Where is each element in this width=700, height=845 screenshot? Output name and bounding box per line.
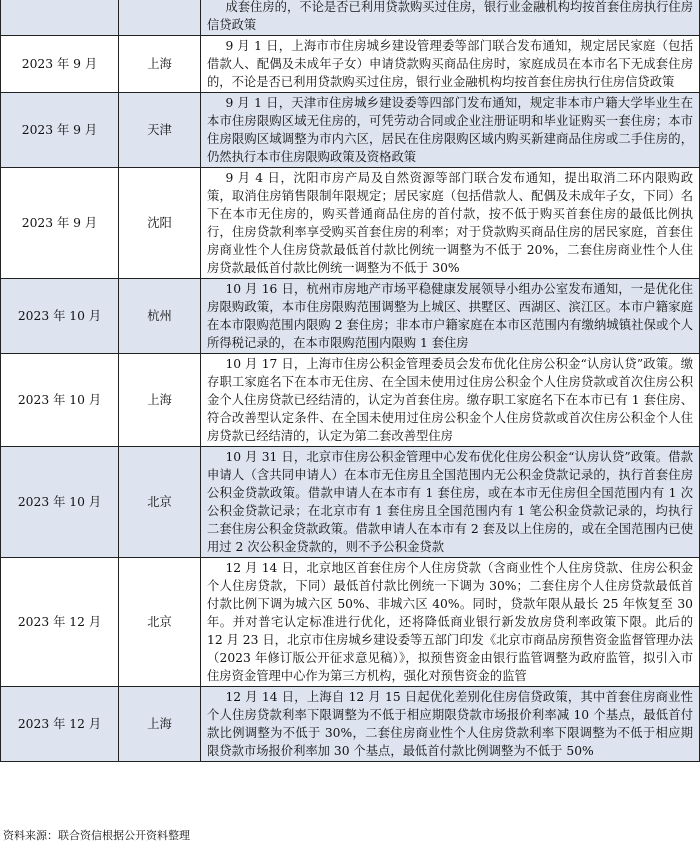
- row-city: 北京: [119, 558, 201, 687]
- row-policy-text: 10 月 31 日，北京市住房公积金管理中心发布优化住房公积金“认房认贷”政策。借款申请人（含共同申请人）在本市无住房且全国范围内无公积金贷款记录的，执行首套住房公积金贷款政策。借款申请人在本市有 1 套住房，或在本市无住房但全国范围内有 1 次公积金贷款记录；在北京市有 1 套住房且全国范围内有 1 笔公积金贷款记录的，均执行二套住房公积金贷款政策。借款申请人在本市有 2 套及以上住房的，或在全国范围内已使用过 2 次公积金贷款的，则不予公积金贷款: [201, 447, 700, 558]
- row-city: 沈阳: [119, 168, 201, 279]
- row-city: 上海: [119, 354, 201, 447]
- row-policy-text: 12 月 14 日，上海自 12 月 15 日起优化差别化住房信贷政策，其中首套住房商业性个人住房贷款利率下限调整为不低于相应期限贷款市场报价利率减 10 个基点，最低首付款比例调整为不低于 30%，二套住房商业性个人住房贷款利率下限调整为不低于相应期限贷款市场报价利率加 30 个基点，最低首付款比例调整为不低于 50%: [201, 687, 700, 762]
- row-date: 2023 年 12 月: [1, 558, 119, 687]
- row-policy-text: 10 月 16 日，杭州市房地产市场平稳健康发展领导小组办公室发布通知，一是优化住房限购政策，本市住房限购范围调整为上城区、拱墅区、西湖区、滨江区。本市户籍家庭在本市限购范围内限购 2 套住房；非本市户籍家庭在本市区范围内有缴纳城镇社保或个人所得税记录的，在本市限购范围内限购 1 套住房: [201, 279, 700, 354]
- table-row: [1, 93, 700, 168]
- row-policy-text: 9 月 1 日，天津市住房城乡建设委等四部门发布通知，规定非本市户籍大学毕业生在本市住房限购区域无住房的，可凭劳动合同或企业注册证明和毕业证购买一套住房；本市住房限购区域调整为市内六区，居民在住房限购区域内购买新建商品住房或二手住房的，仍然执行本市住房限购政策及资格政策: [201, 93, 700, 168]
- table-row: [1, 168, 700, 279]
- row-date: 2023 年 10 月: [1, 279, 119, 354]
- row-policy-text: 12 月 14 日，北京地区首套住房个人住房贷款（含商业性个人住房贷款、住房公积金个人住房贷款，下同）最低首付款比例统一下调为 30%；二套住房个人住房贷款最低首付款比例下调为城六区 50%、非城六区 40%。同时，贷款年限从最长 25 年恢复至 30 年。并对普宅认定标准进行优化，还将降低商业银行新发放房贷利率政策下限。此后的 12 月 23 日，北京市住房城乡建设委等五部门印发《北京市商品房预售资金监督管理办法（2023 年修订版公开征求意见稿）》，拟预售资金由银行监管调整为政府监管，拟引入市住房资金管理中心作为第三方机构，强化对预售资金的监管: [201, 558, 700, 687]
- row-policy-text: 10 月 17 日，上海市住房公积金管理委员会发布优化住房公积金“认房认贷”政策。缴存职工家庭名下在本市无住房、在全国未使用过住房公积金个人住房贷款或首次住房公积金个人住房贷款已经结清的，认定为首套住房。缴存职工家庭名下在本市已有 1 套住房、符合改善型认定条件、在全国未使用过住房公积金个人住房贷款或首次住房公积金个人住房贷款已经结清的，认定为第二套改善型住房: [201, 354, 700, 447]
- table-row: [1, 687, 700, 762]
- table-row: [1, 36, 700, 93]
- row-city: 上海: [119, 36, 201, 93]
- row-date: 2023 年 9 月: [1, 93, 119, 168]
- row-date: 2023 年 12 月: [1, 687, 119, 762]
- policy-table-body: [1, 0, 700, 762]
- row-date: 2023 年 10 月: [1, 354, 119, 447]
- table-row: [1, 447, 700, 558]
- row-policy-text: 9 月 1 日，上海市市住房城乡建设管理委等部门联合发布通知，规定居民家庭（包括借款人、配偶及未成年子女）申请贷款购买商品住房时，家庭成员在本市名下无成套住房的，不论是否已利用贷款购买过住房，银行业金融机构均按首套住房执行住房信贷政策: [201, 36, 700, 93]
- row-date: 2023 年 9 月: [1, 168, 119, 279]
- table-row: [1, 558, 700, 687]
- source-note: 资料来源：联合资信根据公开资料整理: [3, 829, 190, 842]
- row-policy-text: 9 月 4 日，沈阳市房产局及自然资源等部门联合发布通知，提出取消二环内限购政策，取消住房销售限制年限规定；居民家庭（包括借款人、配偶及未成年子女，下同）名下在本市无住房的，购买普通商品住房的首付款，按不低于购买首套住房的最低比例执行，住房贷款利率享受购买首套住房的利率；对于贷款购买商品住房的居民家庭，首套住房商业性个人住房贷款最低首付款比例统一调整为不低于 20%，二套住房商业性个人住房贷款最低首付款比例统一调整为不低于 30%: [201, 168, 700, 279]
- row-date: 2023 年 9 月: [1, 36, 119, 93]
- row-date: [1, 0, 119, 36]
- row-policy-text: 成套住房的，不论是否已利用贷款购买过住房，银行业金融机构均按首套住房执行住房信贷政策: [201, 0, 700, 36]
- row-city: 天津: [119, 93, 201, 168]
- table-row: [1, 279, 700, 354]
- table-row: [1, 0, 700, 36]
- row-city: 北京: [119, 447, 201, 558]
- table-row: [1, 354, 700, 447]
- row-city: [119, 0, 201, 36]
- row-city: 上海: [119, 687, 201, 762]
- row-date: 2023 年 10 月: [1, 447, 119, 558]
- row-city: 杭州: [119, 279, 201, 354]
